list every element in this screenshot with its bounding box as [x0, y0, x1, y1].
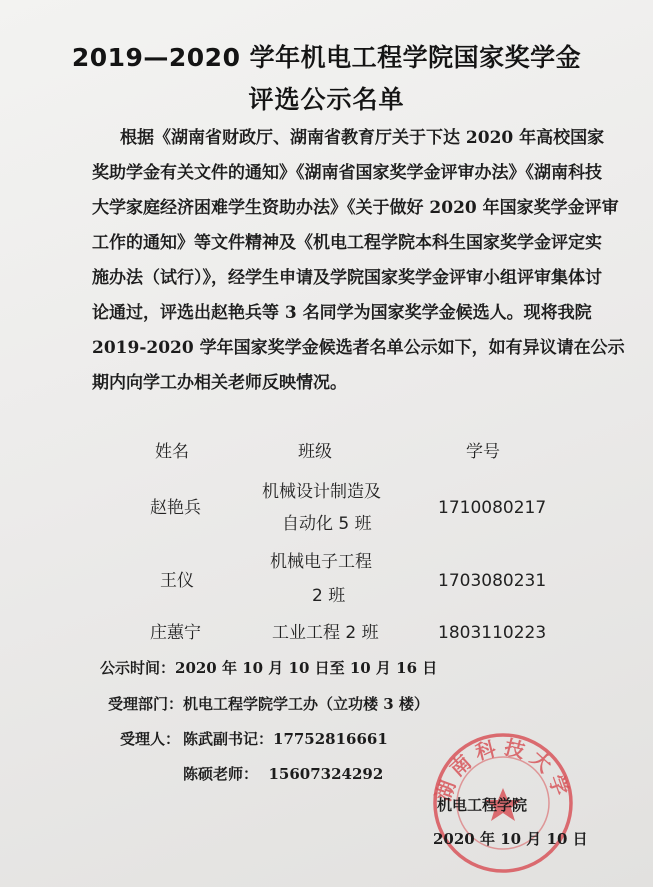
table-cell-id: 1703080231 — [438, 571, 547, 591]
table-cell-name: 庄蕙宁 — [150, 623, 201, 643]
body-line-1: 根据《湖南省财政厅、湖南省教育厅关于下达 2020 年高校国家 — [120, 128, 605, 148]
handler-2: 陈硕老师： 15607324292 — [183, 765, 384, 783]
handling-department: 受理部门：机电工程学院学工办（立功楼 3 楼） — [108, 695, 429, 713]
handler-1: 陈武副书记：17752816661 — [183, 730, 388, 748]
signature-date: 2020 年 10 月 10 日 — [433, 830, 588, 848]
table-cell-class-line-1: 机械电子工程 — [270, 552, 372, 572]
table-cell-class-line-1: 工业工程 2 班 — [272, 623, 379, 643]
table-cell-name: 赵艳兵 — [150, 498, 201, 518]
table-cell-class-line-1: 机械设计制造及 — [262, 482, 381, 502]
seal-text: 湖南科技大学 — [430, 734, 576, 805]
table-header-name: 姓名 — [155, 442, 189, 462]
table-cell-class-line-2: 自动化 5 班 — [282, 514, 372, 534]
body-line-3: 大学家庭经济困难学生资助办法》《关于做好 2020 年国家奖学金评审 — [92, 198, 619, 218]
notice-title-line-2: 评选公示名单 — [248, 85, 405, 114]
table-header-id: 学号 — [466, 442, 500, 462]
table-cell-name: 王仪 — [160, 571, 194, 591]
body-line-5: 施办法（试行）》，经学生申请及学院国家奖学金评审小组评审集体讨 — [92, 268, 602, 288]
body-line-7: 2019-2020 学年国家奖学金候选者名单公示如下，如有异议请在公示 — [92, 338, 625, 358]
body-line-8: 期内向学工办相关老师反映情况。 — [92, 373, 347, 393]
body-line-6: 论通过，评选出赵艳兵等 3 名同学为国家奖学金候选人。现将我院 — [92, 303, 592, 323]
signature-org: 机电工程学院 — [437, 796, 528, 814]
notice-title-line-1: 2019—2020 学年机电工程学院国家奖学金 — [71, 43, 582, 72]
table-cell-id: 1710080217 — [438, 498, 547, 518]
table-cell-id: 1803110223 — [438, 623, 547, 643]
table-header-class: 班级 — [298, 442, 332, 462]
handler-label: 受理人： — [120, 730, 181, 748]
body-line-2: 奖助学金有关文件的通知》《湖南省国家奖学金评审办法》《湖南科技 — [92, 163, 602, 183]
body-line-4: 工作的通知》等文件精神及《机电工程学院本科生国家奖学金评定实 — [92, 233, 602, 253]
notice-time: 公示时间：2020 年 10 月 10 日至 10 月 16 日 — [100, 659, 438, 677]
table-cell-class-line-2: 2 班 — [312, 586, 346, 606]
